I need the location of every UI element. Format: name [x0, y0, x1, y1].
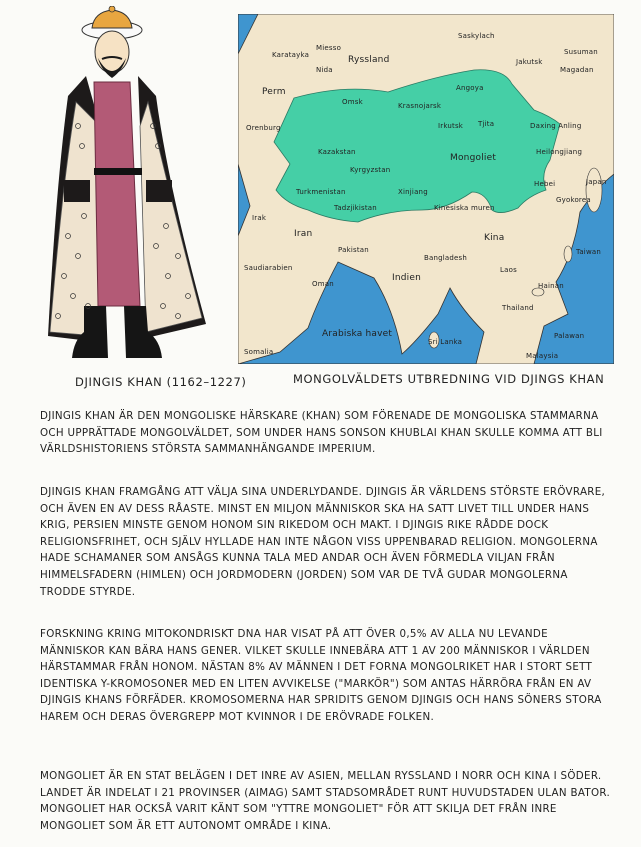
label-oman: Oman: [312, 280, 334, 288]
hat-crown: [92, 10, 132, 28]
label-krasnojarsk: Krasnojarsk: [398, 102, 442, 110]
label-thailand: Thailand: [502, 304, 534, 312]
label-arabiska-havet: Arabiska havet: [322, 329, 393, 339]
portrait-caption: DJINGIS KHAN (1162–1227): [75, 375, 247, 389]
label-angoya: Angoya: [456, 84, 484, 92]
label-kazakstan: Kazakstan: [318, 148, 356, 156]
label-saskylach: Saskylach: [458, 32, 495, 40]
face: [95, 31, 129, 73]
right-cuff: [146, 180, 172, 202]
label-malaysia: Malaysia: [526, 352, 559, 360]
label-xinjiang: Xinjiang: [398, 188, 428, 196]
label-perm: Perm: [262, 87, 286, 97]
label-indien: Indien: [392, 273, 422, 283]
label-sri-lanka: Sri Lanka: [428, 338, 463, 346]
label-hainan: Hainan: [538, 282, 564, 290]
label-japan: Japan: [586, 178, 607, 186]
label-hebei: Hebei: [534, 180, 556, 188]
label-palawan: Palawan: [554, 332, 585, 340]
left-cuff: [64, 180, 90, 202]
label-magadan: Magadan: [560, 66, 594, 74]
label-omsk: Omsk: [342, 98, 363, 106]
robe: [94, 82, 140, 306]
label-pakistan: Pakistan: [338, 246, 369, 254]
label-kyrgyzstan: Kyrgyzstan: [350, 166, 391, 174]
label-bangladesh: Bangladesh: [424, 254, 468, 262]
label-irak: Irak: [252, 214, 267, 222]
genghis-khan-portrait: [28, 6, 238, 368]
label-somalia: Somalia: [244, 348, 274, 356]
label-tjita: Tjita: [478, 120, 495, 128]
label-orenburg: Orenburg: [246, 124, 281, 132]
label-miesso: Miesso: [316, 44, 342, 52]
mongol-empire-map: [238, 14, 614, 364]
label-laos: Laos: [500, 266, 517, 274]
map-caption: MONGOLVÄLDETS UTBREDNING VID DJINGS KHAN: [293, 372, 605, 386]
hat-knob: [109, 6, 115, 12]
label-heilongjiang: Heilongjiang: [536, 148, 583, 156]
paragraph-conquest-religion: DJINGIS KHAN FRAMGÅNG ATT VÄLJA SINA UNDERLYDANDE. DJINGIS ÄR VÄRLDENS STÖRSTE ERÖVRARE, OCH ÄVEN EN AV DESS RÅASTE. MINST EN MILJON MÄNNISKOR SKA HA SATT LIVET TILL UNDER HANS KRIG, PERSIEN MINSTE GENOM HONOM SIN RIKEDOM OCH MAKT. I DJINGIS RIKE RÅDDE DOCK RELIGIONSFRIHET, OCH SJÄLV HYLLADE HAN INTE NÅGON VISS UPPENBARAD RELIGION. MONGOLERNA HADE SCHAMANER SOM ANSÅGS KUNNA TALA MED ANDAR OCH ÄVEN FÖRMEDLA VILJAN FRÅN HIMMELSFADERN (HIMLEN) OCH JORDMODERN (JORDEN) SOM VAR DE TVÅ GUDAR MONGOLERNA TRODDE STYRDE.: [40, 486, 606, 598]
label-taiwan: Taiwan: [576, 248, 602, 256]
label-tadzjikistan: Tadzjikistan: [334, 204, 377, 212]
label-turkmenistan: Turkmenistan: [296, 188, 346, 196]
label-nida: Nida: [316, 66, 333, 74]
label-daxing-anling: Daxing Anling: [530, 122, 582, 130]
paragraph-intro: DJINGIS KHAN ÄR DEN MONGOLISKE HÄRSKARE (KHAN) SOM FÖRENADE DE MONGOLISKA STAMMARNA OCH UPPRÄTTADE MONGOLVÄLDET, SOM UNDER HANS SONSON KHUBLAI KHAN SKULLE KOMMA ATT BLI VÄRLDSHISTORIENS STÖRSTA SAMMANHÄNGANDE IMPERIUM.: [40, 410, 603, 456]
label-ryssland: Ryssland: [348, 55, 390, 65]
paragraph-mongolia: MONGOLIET ÄR EN STAT BELÄGEN I DET INRE AV ASIEN, MELLAN RYSSLAND I NORR OCH KINA I SÖDER. LANDET ÄR INDELAT I 21 PROVINSER (AIMAG) SAMT STADSOMRÅDET RUNT HUVUDSTADEN ULAN BATOR. MONGOLIET HAR OCKSÅ VARIT KÄNT SOM "YTTRE MONGOLIET" FÖR ATT SKILJA DET FRÅN INRE MONGOLIET SOM ÄR ETT AUTONOMT OMRÅDE I KINA.: [40, 770, 611, 832]
label-mongoliet: Mongoliet: [450, 153, 497, 163]
label-jakutsk: Jakutsk: [516, 58, 543, 66]
map-empire: [274, 70, 560, 222]
label-saudiarabien: Saudiarabien: [244, 264, 293, 272]
paragraph-genetics: FORSKNING KRING MITOKONDRISKT DNA HAR VISAT PÅ ATT ÖVER 0,5% AV ALLA NU LEVANDE MÄNNISKOR KAN BÄRA HANS GENER. VILKET SKULLE INNEBÄRA ATT 1 AV 200 MÄNNISKOR I VÄRLDEN HÄRSTAMMAR FRÅN HONOM. NÄSTAN 8% AV MÄNNEN I DET FORNA MONGOLRIKET HAR I STORT SETT IDENTISKA Y-KROMOSONER MED EN LITEN AVVIKELSE ("MARKÖR") SOM ANTAS HÄRRÖRA FRÅN EN AV DJINGIS KHANS FÖRFÄDER. KROMOSOMERNA HAR SPRIDITS GENOM DJINGIS OCH HANS SÖNERS STORA HAREM OCH DERAS ÖVERGREPP MOT KVINNOR I DE ERÖVRADE FOLKEN.: [40, 628, 602, 723]
label-iran: Iran: [294, 229, 313, 239]
label-karatayka: Karatayka: [272, 51, 310, 59]
label-gyokorea: Gyokorea: [556, 196, 591, 204]
label-susuman: Susuman: [564, 48, 598, 56]
belt: [94, 168, 142, 175]
label-kina: Kina: [484, 233, 505, 243]
japan-island: [586, 168, 602, 212]
label-kinesiska-muren: Kinesiska muren: [434, 204, 495, 212]
label-irkutsk: Irkutsk: [438, 122, 464, 130]
taiwan-island: [564, 246, 572, 262]
